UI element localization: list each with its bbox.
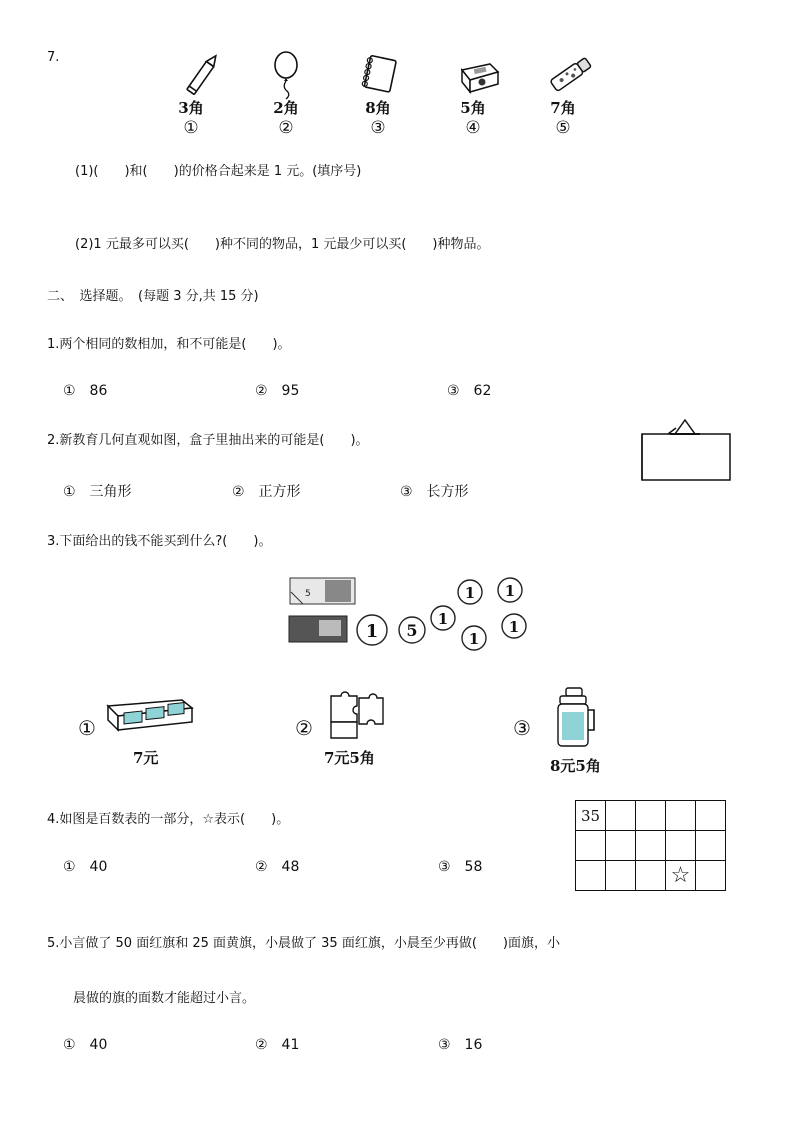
table-cell bbox=[636, 831, 666, 861]
option: ① 三角形 bbox=[63, 484, 132, 500]
item-price: 3角 bbox=[178, 99, 204, 117]
option-price: 7元 bbox=[133, 749, 159, 767]
coin-value: 1 bbox=[508, 618, 520, 636]
coin-value: 1 bbox=[365, 621, 379, 642]
question-stem: 3.下面给出的钱不能买到什么?( )。 bbox=[47, 534, 272, 549]
option-label: ① bbox=[78, 716, 96, 740]
table-cell: 35 bbox=[576, 801, 606, 831]
table-cell bbox=[606, 801, 636, 831]
table-cell bbox=[576, 861, 606, 891]
table-cell bbox=[666, 831, 696, 861]
option: ③ 58 bbox=[438, 859, 483, 875]
option: ② 41 bbox=[255, 1037, 300, 1053]
option: ③ 16 bbox=[438, 1037, 483, 1053]
pencil-icon bbox=[178, 52, 228, 98]
item-price: 2角 bbox=[273, 99, 299, 117]
item-label: ② bbox=[278, 118, 294, 138]
balloon-icon bbox=[268, 50, 304, 100]
coin-value: 1 bbox=[464, 584, 476, 602]
question-stem: 5.小言做了 50 面红旗和 25 面黄旗，小晨做了 35 面红旗，小晨至少再做( )面旗，小 bbox=[47, 936, 560, 951]
table-cell bbox=[696, 801, 726, 831]
question-stem: 1.两个相同的数相加，和不可能是( )。 bbox=[47, 337, 291, 352]
banknote-value: 5 bbox=[305, 589, 311, 599]
coin-value: 5 bbox=[406, 621, 418, 640]
coin-value: 1 bbox=[437, 610, 449, 628]
thermos-icon bbox=[552, 686, 600, 750]
option-price: 8元5角 bbox=[550, 757, 601, 775]
item-label: ⑤ bbox=[555, 118, 571, 138]
puzzle-icon bbox=[327, 690, 387, 742]
pencil-case-icon bbox=[104, 694, 196, 736]
option: ② 正方形 bbox=[232, 484, 301, 500]
hundred-chart-fragment bbox=[575, 800, 726, 891]
table-cell bbox=[666, 801, 696, 831]
item-label: ③ bbox=[370, 118, 386, 138]
item-price: 7角 bbox=[550, 99, 576, 117]
table-cell bbox=[636, 861, 666, 891]
question-stem: 2.新教育几何直观如图，盒子里抽出来的可能是( )。 bbox=[47, 433, 369, 448]
section-heading: 二、 选择题。 (每题 3 分,共 15 分) bbox=[47, 289, 259, 304]
q7-sub2: (2)1 元最多可以买( )种不同的物品，1 元最少可以买( )种物品。 bbox=[75, 237, 490, 252]
table-cell bbox=[606, 831, 636, 861]
question-stem: 4.如图是百数表的一部分，☆表示( )。 bbox=[47, 812, 290, 827]
q7-sub1: (1)( )和( )的价格合起来是 1 元。(填序号) bbox=[75, 164, 362, 179]
option-price: 7元5角 bbox=[324, 749, 375, 767]
option-label: ② bbox=[295, 716, 313, 740]
table-cell bbox=[636, 801, 666, 831]
table-cell bbox=[696, 831, 726, 861]
table-cell bbox=[576, 831, 606, 861]
option-label: ③ bbox=[513, 716, 531, 740]
item-price: 5角 bbox=[460, 99, 486, 117]
option: ① 40 bbox=[63, 1037, 108, 1053]
option: ① 40 bbox=[63, 859, 108, 875]
money-illustration bbox=[285, 574, 535, 664]
option: ② 95 bbox=[255, 383, 300, 399]
item-price: 8角 bbox=[365, 99, 391, 117]
coin-value: 1 bbox=[504, 582, 516, 600]
item-label: ④ bbox=[465, 118, 481, 138]
table-cell bbox=[606, 861, 636, 891]
option: ① 86 bbox=[63, 383, 108, 399]
table-cell bbox=[696, 861, 726, 891]
option: ③ 长方形 bbox=[400, 484, 469, 500]
item-label: ① bbox=[183, 118, 199, 138]
option: ② 48 bbox=[255, 859, 300, 875]
box-with-triangle-figure bbox=[636, 416, 736, 484]
option: ③ 62 bbox=[447, 383, 492, 399]
q7-number: 7. bbox=[47, 50, 60, 65]
star-icon: ☆ bbox=[666, 861, 696, 891]
glue-stick-icon bbox=[546, 52, 598, 96]
coin-value: 1 bbox=[468, 630, 480, 648]
question-stem-continued: 晨做的旗的面数才能超过小言。 bbox=[73, 991, 256, 1006]
notebook-icon bbox=[358, 52, 404, 98]
pencil-sharpener-icon bbox=[456, 58, 502, 96]
